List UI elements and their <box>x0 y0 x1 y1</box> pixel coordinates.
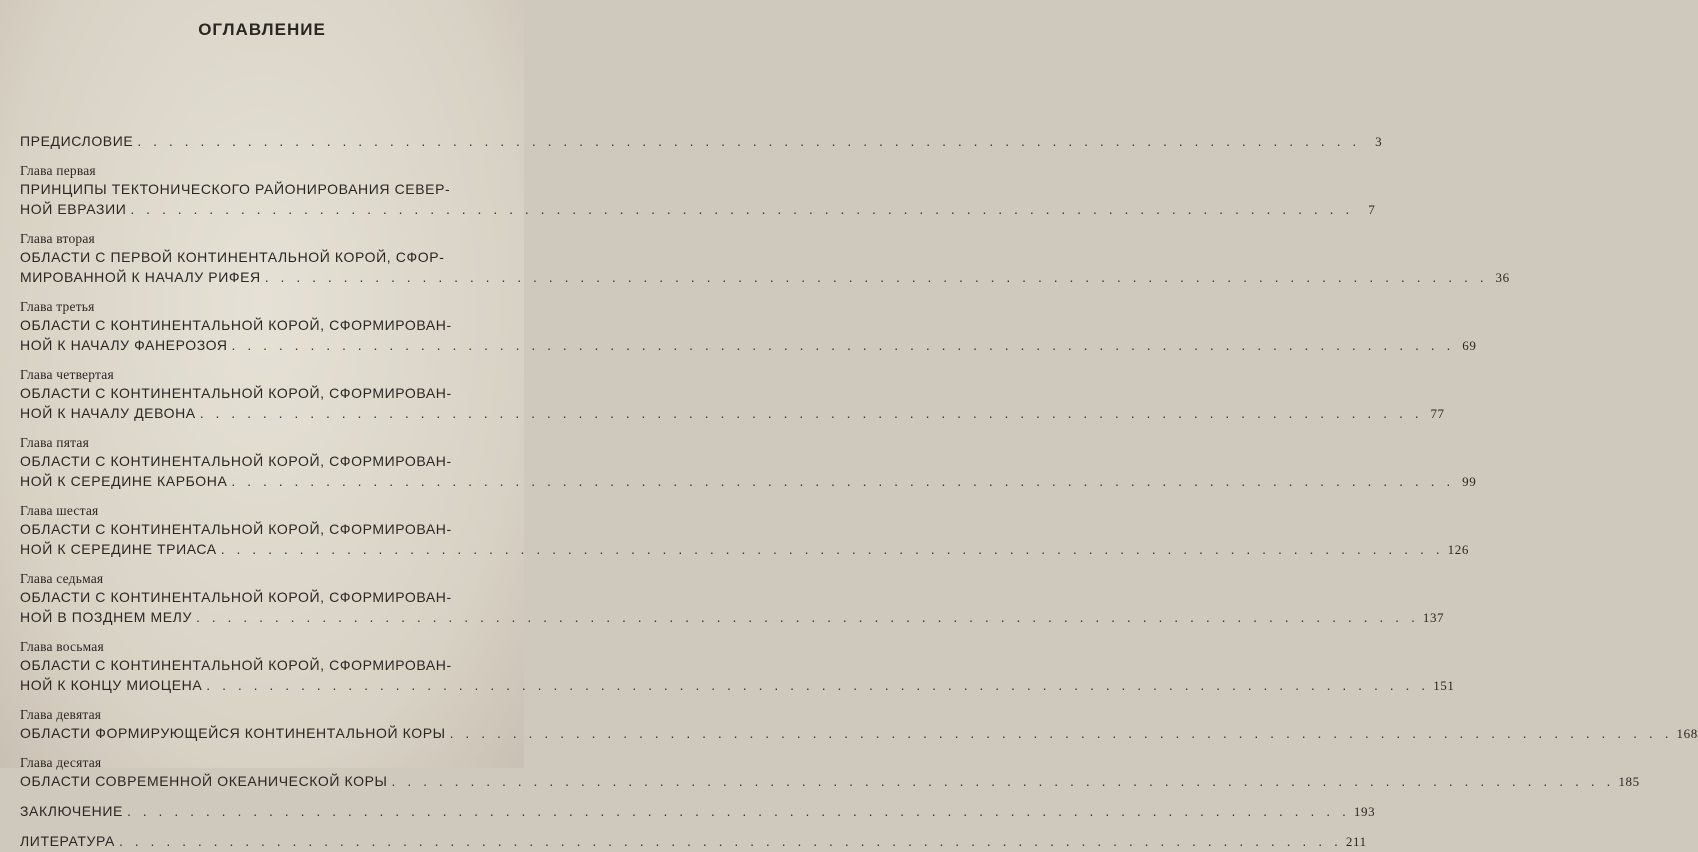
entry-title-line: ОБЛАСТИ С КОНТИНЕНТАЛЬНОЙ КОРОЙ, СФОРМИРОВАН- <box>20 453 452 469</box>
entry-title-line <box>20 539 1469 560</box>
page-number: 185 <box>1618 774 1640 789</box>
dot-leader <box>221 539 1444 559</box>
entry-title-line: ОБЛАСТИ С КОНТИНЕНТАЛЬНОЙ КОРОЙ, СФОРМИРОВАН- <box>20 657 452 673</box>
toc-entry[interactable] <box>20 367 1445 424</box>
entry-title-text: НОЙ ЕВРАЗИИ <box>20 201 127 217</box>
entry-title-line <box>20 771 1640 792</box>
dot-leader <box>450 723 1673 743</box>
toc-entry[interactable] <box>20 639 1455 696</box>
toc-entry[interactable] <box>20 503 1469 560</box>
entry-title-line <box>20 199 1376 220</box>
entry-title-text: ЗАКЛЮЧЕНИЕ <box>20 803 123 819</box>
entry-title-text: ОБЛАСТИ СОВРЕМЕННОЙ ОКЕАНИЧЕСКОЙ КОРЫ <box>20 773 388 789</box>
chapter-number-label: Глава седьмая <box>20 571 104 586</box>
entry-title-line <box>20 131 1383 152</box>
entry-title-line <box>20 403 1445 424</box>
entry-title-line <box>20 607 1445 628</box>
entry-title-text: ПРЕДИСЛОВИЕ <box>20 133 134 149</box>
dot-leader <box>127 801 1350 821</box>
dot-leader <box>392 771 1615 791</box>
page-number: 7 <box>1368 202 1376 217</box>
entry-title-text: НОЙ К СЕРЕДИНЕ ТРИАСА <box>20 541 217 557</box>
toc-entry[interactable] <box>20 435 1477 492</box>
entry-title-line: ОБЛАСТИ С КОНТИНЕНТАЛЬНОЙ КОРОЙ, СФОРМИРОВАН- <box>20 521 452 537</box>
toc-entry[interactable] <box>20 571 1445 628</box>
entry-title-line: ОБЛАСТИ С ПЕРВОЙ КОНТИНЕНТАЛЬНОЙ КОРОЙ, СФОР- <box>20 249 445 265</box>
dot-leader <box>231 471 1454 491</box>
toc-entry[interactable] <box>20 707 1698 744</box>
dot-leader <box>200 403 1423 423</box>
chapter-number-label: Глава третья <box>20 299 95 314</box>
page-number: 36 <box>1495 270 1510 285</box>
chapter-number-label: Глава пятая <box>20 435 89 450</box>
entry-title-line <box>20 471 1477 492</box>
entry-spacer <box>20 492 505 503</box>
chapter-number-label: Глава вторая <box>20 231 95 246</box>
entry-title-line <box>20 801 1376 822</box>
entry-title-text: ОБЛАСТИ ФОРМИРУЮЩЕЙСЯ КОНТИНЕНТАЛЬНОЙ КОРЫ <box>20 725 446 741</box>
dot-leader <box>232 335 1455 355</box>
page-number: 137 <box>1422 610 1445 625</box>
entry-spacer <box>20 822 505 831</box>
entry-title-text: МИРОВАННОЙ К НАЧАЛУ РИФЕЯ <box>20 269 261 285</box>
chapter-number-label: Глава четвертая <box>20 367 114 382</box>
dot-leader <box>265 267 1488 287</box>
entry-spacer <box>20 152 505 163</box>
entry-title-text: НОЙ К НАЧАЛУ ДЕВОНА <box>20 405 196 421</box>
entry-spacer <box>20 792 505 801</box>
entry-title-text: НОЙ К КОНЦУ МИОЦЕНА <box>20 677 203 693</box>
entry-title-line <box>20 831 1367 852</box>
dot-leader <box>206 675 1429 695</box>
entry-spacer <box>20 696 505 707</box>
page-number: 151 <box>1433 678 1455 693</box>
toc-entry[interactable] <box>20 163 1376 220</box>
dot-leader <box>196 607 1419 627</box>
entry-title-line: ОБЛАСТИ С КОНТИНЕНТАЛЬНОЙ КОРОЙ, СФОРМИРОВАН- <box>20 589 452 605</box>
chapter-number-label: Глава восьмая <box>20 639 104 654</box>
page-number: 77 <box>1430 406 1445 421</box>
entry-title-line: ОБЛАСТИ С КОНТИНЕНТАЛЬНОЙ КОРОЙ, СФОРМИРОВАН- <box>20 385 452 401</box>
entry-spacer <box>20 356 505 367</box>
entry-spacer <box>20 628 505 639</box>
page-number: 126 <box>1447 542 1469 557</box>
page-number: 168 <box>1676 726 1698 741</box>
page-number: 193 <box>1353 804 1376 819</box>
toc-entry[interactable] <box>20 831 1367 852</box>
toc-entry[interactable] <box>20 131 1383 152</box>
page-number: 99 <box>1462 474 1477 489</box>
entry-title-text: НОЙ К НАЧАЛУ ФАНЕРОЗОЯ <box>20 337 228 353</box>
dot-leader <box>137 131 1360 151</box>
entry-spacer <box>20 220 505 231</box>
toc-entry[interactable] <box>20 755 1640 792</box>
chapter-number-label: Глава десятая <box>20 755 102 770</box>
entry-spacer <box>20 288 505 299</box>
toc-entry[interactable] <box>20 231 1510 288</box>
entry-title-line <box>20 267 1510 288</box>
entry-title-line <box>20 723 1698 744</box>
chapter-number-label: Глава первая <box>20 163 96 178</box>
entry-title-line: ПРИНЦИПЫ ТЕКТОНИЧЕСКОГО РАЙОНИРОВАНИЯ СЕВЕР- <box>20 181 451 197</box>
dot-leader <box>130 199 1353 219</box>
page-number: 211 <box>1345 834 1367 849</box>
table-of-contents <box>20 131 1698 852</box>
entry-title-text: НОЙ В ПОЗДНЕМ МЕЛУ <box>20 609 192 625</box>
entry-spacer <box>20 424 505 435</box>
toc-entry[interactable] <box>20 801 1376 822</box>
page-title: ОГЛАВЛЕНИЕ <box>198 20 326 39</box>
entry-title-line <box>20 675 1455 696</box>
dot-leader <box>119 831 1342 851</box>
page-number: 3 <box>1375 134 1383 149</box>
entry-title-text: ЛИТЕРАТУРА <box>20 833 115 849</box>
page-number: 69 <box>1462 338 1477 353</box>
entry-spacer <box>20 560 505 571</box>
toc-entry[interactable] <box>20 299 1477 356</box>
chapter-number-label: Глава шестая <box>20 503 99 518</box>
entry-title-text: НОЙ К СЕРЕДИНЕ КАРБОНА <box>20 473 228 489</box>
entry-spacer <box>20 744 505 755</box>
entry-title-line: ОБЛАСТИ С КОНТИНЕНТАЛЬНОЙ КОРОЙ, СФОРМИРОВАН- <box>20 317 452 333</box>
entry-title-line <box>20 335 1477 356</box>
chapter-number-label: Глава девятая <box>20 707 102 722</box>
